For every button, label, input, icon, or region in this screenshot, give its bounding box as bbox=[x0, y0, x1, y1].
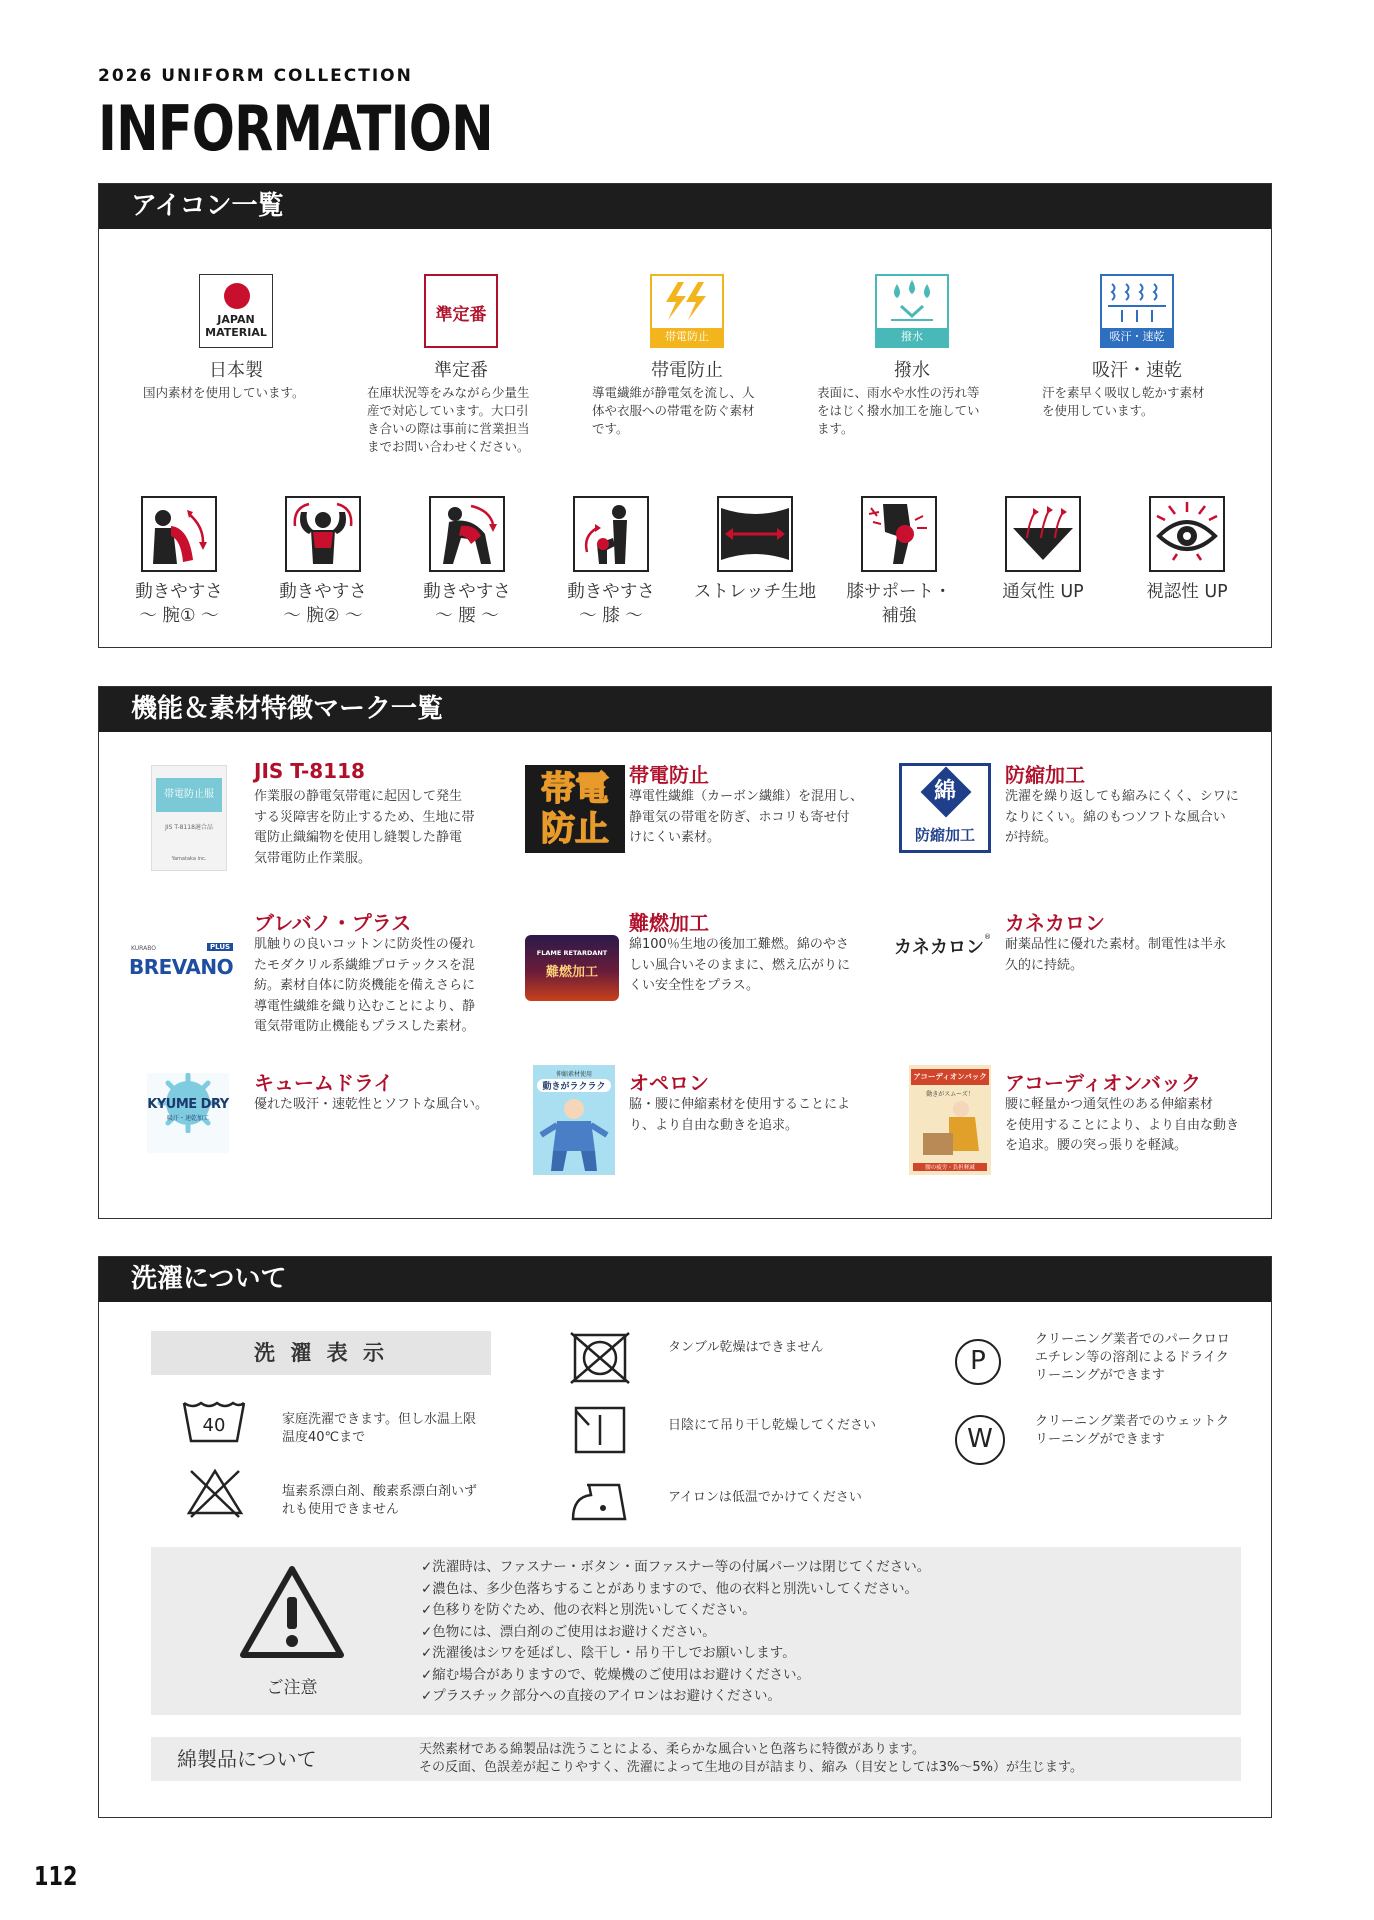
page-title: INFORMATION bbox=[98, 92, 493, 165]
icon-name-sweat-absorb: 吸汗・速乾 bbox=[1092, 360, 1182, 381]
desc-line: 気帯電防止作業服。 bbox=[254, 850, 372, 866]
desc-line: が持続。 bbox=[1005, 830, 1058, 845]
icon-name-water-repellent: 撥水 bbox=[894, 360, 930, 381]
desc-line: を使用することにより、より自由な動き bbox=[1005, 1117, 1240, 1133]
kanekalon-logo-text: カネカロン bbox=[894, 937, 984, 958]
cotton-note-box bbox=[151, 1737, 1241, 1781]
feature-desc-brevano bbox=[254, 935, 494, 1038]
kyume-dry-text: KYUME DRY bbox=[147, 1097, 229, 1112]
desc-line: き合いの際は事前に営業担当 bbox=[367, 421, 530, 436]
desc-line: 静電気の帯電を防ぎ、ホコリも寄せ付 bbox=[629, 809, 850, 825]
icon-name-japan: 日本製 bbox=[209, 360, 263, 381]
icon-name-jun-teiban: 準定番 bbox=[434, 360, 488, 381]
japan-material-badge: JAPAN MATERIAL bbox=[205, 313, 267, 339]
wash-text-line: エチレン等の溶剤によるドライク bbox=[1035, 1350, 1229, 1365]
water-repellent-icon bbox=[875, 274, 949, 348]
desc-line: くい安全性をプラス。 bbox=[629, 978, 760, 993]
desc-line: 作業服の静電気帯電に起因して発生 bbox=[254, 789, 463, 804]
collection-label: 2026 UNIFORM COLLECTION bbox=[98, 66, 413, 86]
shrink-mark-cotton: 綿 bbox=[933, 779, 956, 804]
no-bleach-text bbox=[282, 1483, 477, 1519]
accordion-img-sub: 動きがスムーズ！ bbox=[926, 1091, 974, 1098]
iron-low-text: アイロンは低温でかけてください bbox=[668, 1490, 862, 1505]
desc-line: 導電性繊維を織り込むことにより、静 bbox=[254, 998, 476, 1014]
desc-line: 電防止織編物を使用し縫製した静電 bbox=[254, 830, 463, 845]
wash-text-line: クリーニング業者でのパークロロ bbox=[1035, 1332, 1230, 1347]
feature-title-shrink: 防縮加工 bbox=[1005, 763, 1085, 787]
icon-desc-water-repellent bbox=[817, 384, 1007, 438]
laundry-section-title: 洗濯について bbox=[99, 1257, 1271, 1302]
kyume-dry-image bbox=[147, 1073, 229, 1153]
wash-40-icon bbox=[181, 1397, 247, 1447]
dry-clean-p-text bbox=[1035, 1331, 1230, 1385]
desc-line: 汗を素早く吸収し乾かす素材 bbox=[1042, 385, 1205, 400]
desc-line: 導電性繊維（カーボン繊維）を混用し、 bbox=[629, 789, 864, 804]
line-dry-shade-icon bbox=[573, 1405, 627, 1455]
no-tumble-dry-icon bbox=[569, 1331, 631, 1385]
wet-clean-w-icon bbox=[955, 1415, 1005, 1465]
antistatic-icon bbox=[650, 274, 724, 348]
feature-desc-flame bbox=[629, 935, 869, 997]
jun-teiban-badge: 準定番 bbox=[435, 305, 487, 325]
motion-label-knee bbox=[536, 580, 686, 628]
caution-item: ✓濃色は、多少色落ちすることがありますので、他の衣料と別洗いしてください。 bbox=[421, 1580, 919, 1597]
motion-label-line: 動きやすさ bbox=[279, 582, 367, 602]
features-section-title: 機能＆素材特徴マーク一覧 bbox=[99, 687, 1271, 732]
motion-label-line: 動きやすさ bbox=[567, 582, 655, 602]
wash-text-line: リーニングができます bbox=[1035, 1432, 1165, 1447]
operon-img-top: 伸縮素材使用 bbox=[555, 1071, 592, 1078]
cotton-note-line: 天然素材である綿製品は洗うことによる、柔らかな風合いと色落ちに特徴があります。 bbox=[419, 1742, 925, 1757]
caution-box bbox=[151, 1547, 1241, 1715]
wash-text-line: 家庭洗濯できます。但し水温上限 bbox=[282, 1412, 476, 1427]
desc-line: 耐薬品性に優れた素材。制電性は半永 bbox=[1005, 937, 1227, 952]
icon-desc-jun-teiban bbox=[367, 384, 557, 456]
feature-title-kanekalon: カネカロン bbox=[1005, 911, 1105, 935]
motion-label-line: ～ 腕② ～ bbox=[283, 606, 363, 626]
desc-line: 腰に軽量かつ通気性のある伸縮素材 bbox=[1005, 1097, 1214, 1112]
accordion-img-bottom: 腰の疲労・負担軽減 bbox=[913, 1163, 987, 1171]
japan-material-icon bbox=[199, 274, 273, 348]
flame-mark-en: FLAME RETARDANT bbox=[536, 949, 608, 957]
desc-line: までお問い合わせください。 bbox=[367, 439, 530, 454]
caution-item: ✓色移りを防ぐため、他の衣料と別洗いしてください。 bbox=[421, 1602, 756, 1618]
desc-line: 洗濯を繰り返しても縮みにくく、シワに bbox=[1005, 789, 1239, 804]
desc-line: 導電繊維が静電気を流し、人 bbox=[592, 385, 755, 400]
kanekalon-logo-mark: ® bbox=[984, 933, 991, 941]
desc-line: を追求。腰の突っ張りを軽減。 bbox=[1005, 1138, 1188, 1153]
jun-teiban-icon bbox=[424, 274, 498, 348]
icons-section-title: アイコン一覧 bbox=[99, 184, 1271, 229]
jis-antistatic-label-image bbox=[151, 765, 227, 871]
desc-line: 紡。素材自体に防炎機能を備えさらに bbox=[254, 978, 476, 993]
cotton-note-line: その反面、色誤差が起こりやすく、洗濯によって生地の目が詰まり、縮み（目安としては3%～5%）が生じます。 bbox=[419, 1760, 1083, 1775]
motion-label-line: 動きやすさ bbox=[135, 582, 223, 602]
stretch-icon bbox=[717, 496, 793, 572]
motion-label-line: 補強 bbox=[881, 606, 917, 626]
antistatic-mark-image bbox=[525, 765, 625, 853]
caution-item: ✓プラスチック部分への直接のアイロンはお避けください。 bbox=[421, 1688, 782, 1704]
brevano-logo-plus: PLUS bbox=[207, 943, 233, 951]
feature-title-operon: オペロン bbox=[629, 1071, 709, 1095]
icon-desc-japan bbox=[143, 384, 333, 402]
feature-desc-kanekalon bbox=[1005, 935, 1245, 976]
jis-label-sub: JIS T-8118適合品 bbox=[165, 824, 213, 831]
line-dry-shade-text: 日陰にて吊り干し乾燥してください bbox=[668, 1418, 877, 1433]
desc-line: です。 bbox=[592, 421, 629, 436]
feature-title-accordion: アコーディオンバック bbox=[1005, 1071, 1201, 1095]
feature-desc-operon bbox=[629, 1095, 869, 1136]
motion-label-stretch bbox=[680, 580, 830, 604]
flame-mark-jp: 難燃加工 bbox=[545, 965, 598, 980]
desc-line: 産で対応しています。大口引 bbox=[367, 403, 529, 418]
sweat-absorb-badge: 吸汗・速乾 bbox=[1102, 328, 1172, 346]
accordion-back-image bbox=[909, 1065, 991, 1175]
motion-label-line: ～ 膝 ～ bbox=[579, 606, 643, 626]
icon-name-antistatic: 帯電防止 bbox=[651, 360, 723, 381]
kanekalon-logo bbox=[894, 933, 1004, 963]
desc-line: 体や衣服への帯電を防ぐ素材 bbox=[592, 403, 755, 418]
no-bleach-icon bbox=[185, 1467, 245, 1519]
knee-support-icon bbox=[861, 496, 937, 572]
desc-line: 優れた吸汗・速乾性とソフトな風合い。 bbox=[254, 1097, 489, 1112]
motion-label-line: ストレッチ生地 bbox=[693, 582, 817, 602]
desc-line: り、より自由な動きを追求。 bbox=[629, 1117, 799, 1133]
antistatic-mark-line2: 防止 bbox=[541, 809, 609, 849]
cotton-note-text bbox=[419, 1741, 1083, 1777]
desc-line: なりにくい。綿のもつソフトな風合い bbox=[1005, 809, 1226, 825]
kyume-dry-sub: 吸汗・速乾加工 bbox=[166, 1115, 209, 1122]
operon-img-title: 動きがラクラク bbox=[537, 1079, 611, 1092]
desc-line: しい風合いそのままに、燃え広がりに bbox=[629, 957, 851, 973]
motion-label-line: ～ 腰 ～ bbox=[435, 606, 499, 626]
desc-line: 国内素材を使用しています。 bbox=[143, 385, 305, 400]
feature-title-kyume: キュームドライ bbox=[254, 1071, 394, 1095]
wash-40-text bbox=[282, 1411, 476, 1447]
desc-line: 電気帯電防止機能もプラスした素材。 bbox=[254, 1019, 475, 1034]
caution-item: ✓洗濯後はシワを延ばし、陰干し・吊り干しでお願いします。 bbox=[421, 1645, 796, 1661]
shrink-resistant-mark-image bbox=[899, 763, 991, 853]
desc-line: たモダクリル系繊維プロテックスを混 bbox=[254, 957, 475, 973]
feature-desc-shrink bbox=[1005, 787, 1245, 849]
jis-label-maker: Yamataka inc. bbox=[171, 856, 207, 862]
motion-label-breathable bbox=[968, 580, 1118, 604]
desc-line: けにくい素材。 bbox=[629, 830, 721, 845]
water-repellent-badge: 撥水 bbox=[877, 328, 947, 346]
arm1-icon bbox=[141, 496, 217, 572]
desc-line: 綿100％生地の後加工難燃。綿のやさ bbox=[629, 937, 849, 952]
feature-title-brevano: ブレバノ・プラス bbox=[254, 911, 412, 935]
desc-line: 脇・腰に伸縮素材を使用することによ bbox=[629, 1097, 851, 1112]
feature-desc-kyume bbox=[254, 1095, 514, 1116]
icon-desc-sweat-absorb bbox=[1042, 384, 1232, 420]
desc-line: 肌触りの良いコットンに防炎性の優れ bbox=[254, 937, 475, 952]
brevano-logo-text: BREVANO bbox=[129, 955, 234, 979]
caution-label: ご注意 bbox=[266, 1678, 318, 1698]
caution-item: ✓洗濯時は、ファスナー・ボタン・面ファスナー等の付属パーツは閉じてください。 bbox=[421, 1559, 931, 1575]
wash-text-line: 塩素系漂白剤、酸素系漂白剤いず bbox=[282, 1484, 478, 1499]
brevano-logo bbox=[129, 945, 239, 985]
caution-item: ✓色物には、漂白剤のご使用はお避けください。 bbox=[421, 1623, 716, 1640]
iron-low-icon bbox=[569, 1475, 631, 1525]
feature-title-antistatic: 帯電防止 bbox=[629, 763, 709, 787]
motion-label-visibility bbox=[1112, 580, 1262, 604]
dry-clean-p-icon bbox=[955, 1339, 1001, 1385]
feature-title-jis: JIS T-8118 bbox=[254, 759, 365, 783]
breathable-icon bbox=[1005, 496, 1081, 572]
wash-text-line: クリーニング業者でのウェットク bbox=[1035, 1414, 1229, 1429]
antistatic-mark-line1: 帯電 bbox=[541, 769, 609, 809]
motion-label-line: 視認性 UP bbox=[1146, 582, 1228, 602]
motion-label-line: 膝サポート・ bbox=[846, 582, 952, 602]
accordion-img-title: アコーディオンバック bbox=[911, 1069, 989, 1085]
desc-line: をはじく撥水加工を施してい bbox=[817, 403, 980, 418]
caution-list bbox=[421, 1557, 930, 1708]
dry-clean-letter: P bbox=[970, 1346, 986, 1376]
icons-section bbox=[98, 183, 1272, 648]
feature-title-flame: 難燃加工 bbox=[629, 911, 709, 935]
waist-icon bbox=[429, 496, 505, 572]
feature-desc-jis bbox=[254, 787, 494, 869]
wash-text-line: 温度40℃まで bbox=[282, 1430, 366, 1445]
antistatic-badge: 帯電防止 bbox=[652, 328, 722, 346]
desc-line: 久的に持続。 bbox=[1005, 957, 1084, 973]
motion-label-arm1 bbox=[104, 580, 254, 628]
desc-line: 在庫状況等をみながら少量生 bbox=[367, 385, 530, 400]
no-tumble-dry-text: タンブル乾燥はできません bbox=[668, 1340, 824, 1355]
brevano-logo-kurabo: KURABO bbox=[131, 945, 156, 952]
jis-label-band: 帯電防止服 bbox=[156, 778, 222, 812]
feature-desc-antistatic bbox=[629, 787, 869, 849]
wash-label-bar: 洗 濯 表 示 bbox=[151, 1331, 491, 1375]
operon-image bbox=[533, 1065, 615, 1175]
wash-text-line: リーニングができます bbox=[1035, 1368, 1165, 1383]
desc-line: ます。 bbox=[817, 421, 854, 436]
wet-clean-w-text bbox=[1035, 1413, 1229, 1449]
wet-clean-letter: W bbox=[967, 1424, 993, 1454]
knee-icon bbox=[573, 496, 649, 572]
wash-text-line: れも使用できません bbox=[282, 1502, 400, 1517]
motion-label-line: 通気性 UP bbox=[1002, 582, 1084, 602]
motion-label-line: ～ 腕① ～ bbox=[139, 606, 219, 626]
desc-line: 表面に、雨水や水性の汚れ等 bbox=[817, 385, 980, 400]
page-number: 112 bbox=[34, 1862, 78, 1892]
features-section bbox=[98, 686, 1272, 1219]
motion-label-arm2 bbox=[248, 580, 398, 628]
motion-label-knee-support bbox=[824, 580, 974, 628]
motion-label-line: 動きやすさ bbox=[423, 582, 511, 602]
desc-line: する災障害を防止するため、生地に帯 bbox=[254, 809, 475, 825]
laundry-section bbox=[98, 1256, 1272, 1818]
sweat-absorb-icon bbox=[1100, 274, 1174, 348]
icon-desc-antistatic bbox=[592, 384, 782, 438]
eye-icon bbox=[1149, 496, 1225, 572]
flame-retardant-mark-image bbox=[525, 935, 619, 1001]
cotton-note-label: 綿製品について bbox=[177, 1747, 317, 1771]
shrink-mark-label: 防縮加工 bbox=[914, 826, 975, 844]
feature-desc-accordion bbox=[1005, 1095, 1245, 1157]
warning-icon bbox=[237, 1563, 347, 1663]
caution-item: ✓縮む場合がありますので、乾燥機のご使用はお避けください。 bbox=[421, 1666, 811, 1683]
desc-line: を使用しています。 bbox=[1042, 403, 1154, 418]
arm2-icon bbox=[285, 496, 361, 572]
wash-40-number: 40 bbox=[202, 1415, 226, 1436]
motion-label-waist bbox=[392, 580, 542, 628]
